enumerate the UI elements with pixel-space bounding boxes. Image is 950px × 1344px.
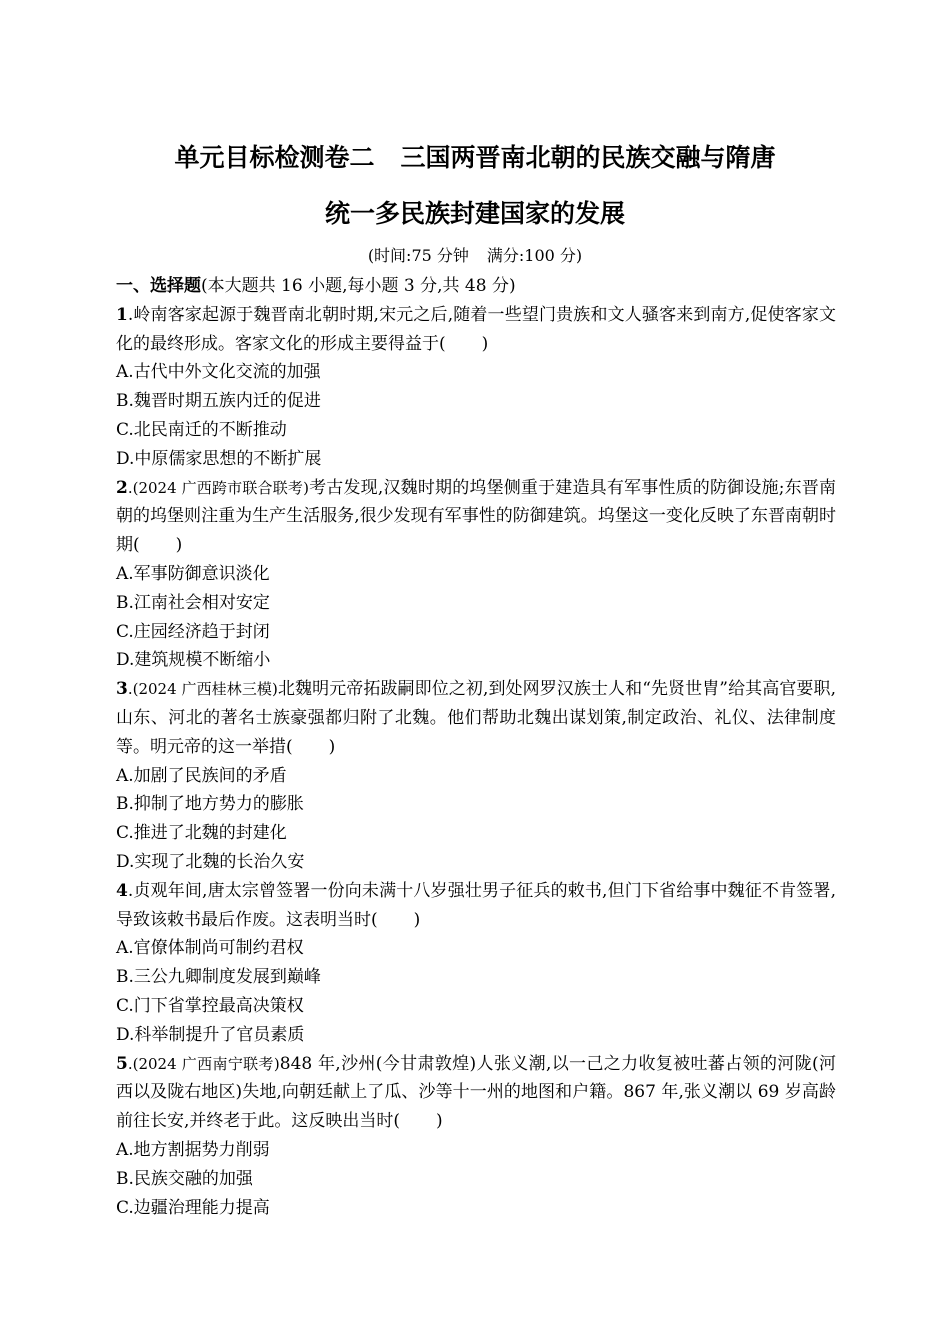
question-stem (116, 675, 836, 761)
option-d: D.中原儒家思想的不断扩展 (116, 448, 322, 469)
question-text: .岭南客家起源于魏晋南北朝时期,宋元之后,随着一些望门贵族和文人骚客来到南方,促使客家文化的最终形成。客家文化的形成主要得益于( (116, 304, 836, 354)
question-number: 2 (116, 477, 128, 498)
option-b: B.江南社会相对安定 (116, 592, 270, 613)
option-c: C.推进了北魏的封建化 (116, 823, 287, 844)
option-a: A.加剧了民族间的矛盾 (116, 765, 287, 786)
question-source: .(2024 广西桂林三模) (127, 680, 278, 699)
question-text: .贞观年间,唐太宗曾签署一份向未满十八岁强壮男子征兵的敕书,但门下省给事中魏征不肯签署,导致该敕书最后作废。这表明当时( (116, 880, 836, 930)
title-topic: 三国两晋南北朝的民族交融与隋唐 (400, 143, 776, 172)
question-stem (116, 474, 836, 560)
question-number: 3 (116, 679, 128, 700)
full-score: 满分:100 分) (486, 246, 583, 265)
question-close-paren: ) (328, 736, 336, 757)
option-d: D.科举制提升了官员素质 (116, 1024, 305, 1045)
option-a: A.地方割据势力削弱 (116, 1139, 270, 1160)
option-d: D.建筑规模不断缩小 (116, 650, 271, 671)
section-heading (116, 272, 836, 301)
exam-content (116, 272, 836, 1222)
question-stem (116, 301, 836, 359)
question-source: .(2024 广西南宁联考) (127, 1054, 280, 1073)
section-description: (本大题共 16 小题,每小题 3 分,共 48 分) (201, 276, 516, 296)
option-c: C.边疆治理能力提高 (116, 1197, 270, 1218)
option-a: A.古代中外文化交流的加强 (116, 362, 321, 383)
time-limit: (时间:75 分钟 (367, 246, 469, 265)
question-list (116, 301, 836, 1223)
question-stem (116, 877, 836, 935)
page-title-line-2: 统一多民族封建国家的发展 (324, 199, 625, 228)
section-title: 一、选择题 (116, 276, 201, 296)
question-4 (116, 877, 836, 1050)
question-number: 5 (116, 1053, 128, 1074)
option-a: A.军事防御意识淡化 (116, 563, 270, 584)
question-text: 848 年,沙州(今甘肃敦煌)人张义潮,以一己之力收复被吐蕃占领的河陇(河西以及陇右地区)失地,向朝廷献上了瓜、沙等十一州的地图和户籍。867 年,张义潮以 69 岁高龄前往长安,并终老于此。这反映出当时( (116, 1053, 836, 1132)
page-title-line-1 (0, 142, 950, 174)
question-5 (116, 1050, 836, 1223)
option-d: D.实现了北魏的长治久安 (116, 851, 305, 872)
question-3 (116, 675, 836, 877)
question-text: 考古发现,汉魏时期的坞堡侧重于建造具有军事性质的防御设施;东晋南朝的坞堡则注重为生产生活服务,很少发现有军事性的防御建筑。坞堡这一变化反映了东晋南朝时期( (116, 477, 836, 556)
question-source: .(2024 广西跨市联合联考) (127, 478, 309, 497)
option-b: B.魏晋时期五族内迁的促进 (116, 391, 321, 412)
option-c: C.北民南迁的不断推动 (116, 419, 287, 440)
question-text: 北魏明元帝拓跋嗣即位之初,到处网罗汉族士人和“先贤世胄”给其高官要职,山东、河北的著名士族豪强都归附了北魏。他们帮助北魏出谋划策,制定政治、礼仪、法律制度等。明元帝的这一举措( (116, 679, 836, 757)
question-number: 1 (116, 304, 128, 325)
title-unit-label: 单元目标检测卷二 (174, 143, 375, 172)
question-close-paren: ) (413, 909, 421, 930)
question-2 (116, 474, 836, 676)
option-b: B.民族交融的加强 (116, 1168, 253, 1189)
exam-meta (0, 244, 950, 268)
question-close-paren: ) (436, 1111, 443, 1132)
question-stem (116, 1050, 836, 1136)
option-a: A.官僚体制尚可制约君权 (116, 938, 304, 959)
option-b: B.抑制了地方势力的膨胀 (116, 794, 304, 815)
question-1 (116, 301, 836, 474)
option-c: C.门下省掌控最高决策权 (116, 995, 304, 1016)
option-c: C.庄园经济趋于封闭 (116, 621, 270, 642)
question-close-paren: ) (175, 535, 183, 556)
option-b: B.三公九卿制度发展到巅峰 (116, 967, 321, 988)
question-number: 4 (116, 880, 128, 901)
question-close-paren: ) (481, 333, 489, 354)
